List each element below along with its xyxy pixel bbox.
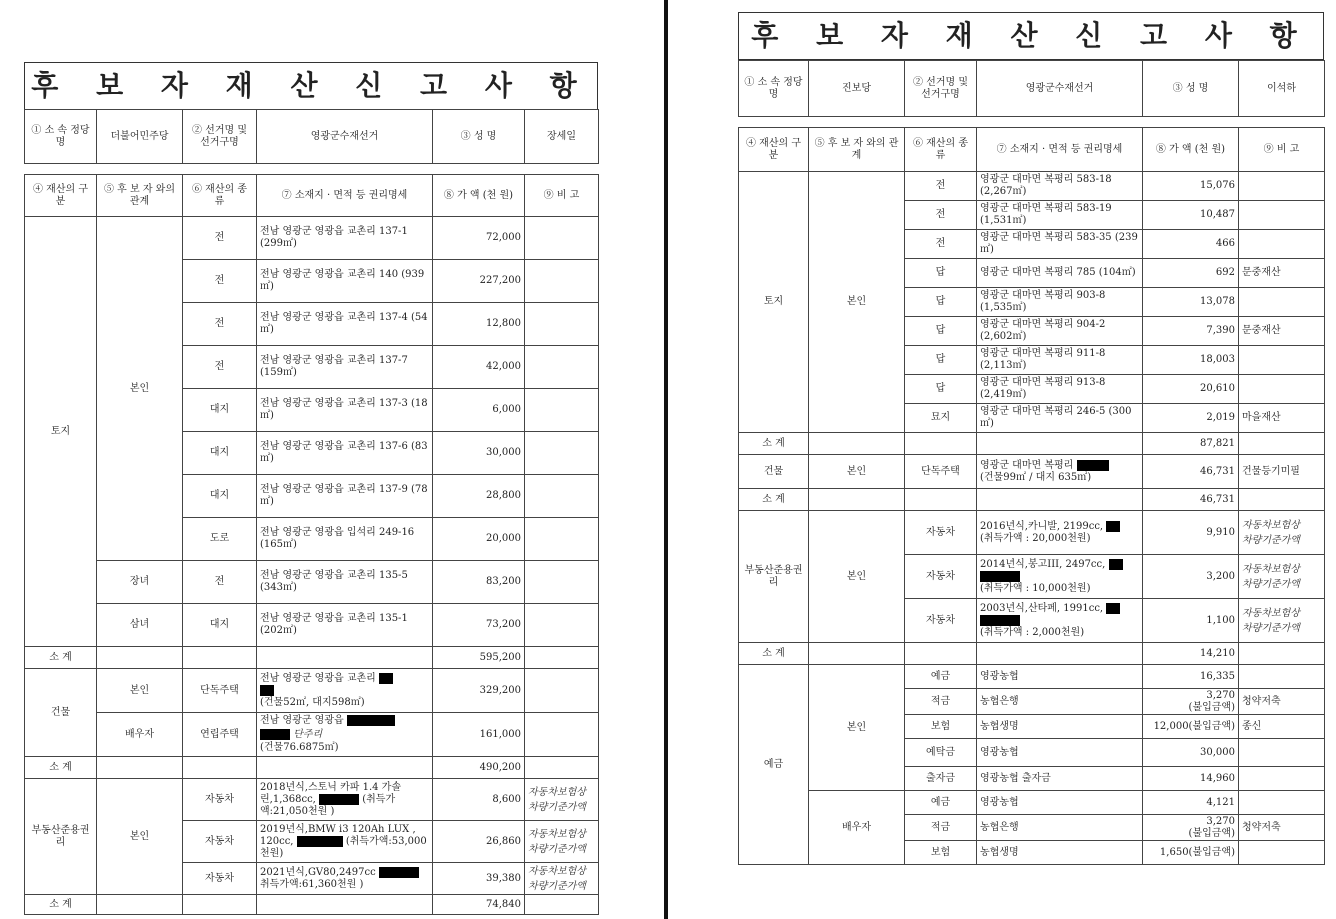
land-subtotal-label: 소 계 — [739, 433, 809, 455]
vehicle-detail — [257, 779, 433, 821]
land-note — [1239, 288, 1325, 317]
land-detail: 영광군 대마면 복평리 583-18 (2,267㎡) — [977, 172, 1143, 201]
land-relation-self: 본인 — [97, 217, 183, 561]
building-kind: 단독주택 — [183, 669, 257, 713]
handwritten-note: 차량기준가액 — [528, 843, 586, 855]
land-kind: 답 — [905, 346, 977, 375]
vehicle-price: (취득가액:21,050천원 ) — [260, 793, 396, 817]
deposit-detail: 농협은행 — [977, 689, 1143, 715]
building-address: 전남 영광군 영광읍 — [260, 715, 344, 726]
land-kind: 전 — [905, 230, 977, 259]
land-value: 692 — [1143, 259, 1239, 288]
vehicle-note — [525, 863, 599, 895]
handwritten-note: 차량기준가액 — [1242, 622, 1300, 634]
party-label: ① 소 속 정당명 — [739, 61, 809, 117]
land-kind: 전 — [905, 172, 977, 201]
land-note: 문중재산 — [1239, 259, 1325, 288]
land-value: 2,019 — [1143, 404, 1239, 433]
land-kind: 전 — [183, 561, 257, 604]
vehicle-detail — [977, 511, 1143, 555]
col-header-value: ⑧ 가 액 (천 원) — [433, 175, 525, 217]
redaction-block — [297, 836, 343, 847]
land-note — [525, 475, 599, 518]
handwritten-note: 차량기준가액 — [528, 880, 586, 892]
deposit-amount: 3,270 — [1206, 689, 1235, 701]
vehicle-kind: 자동차 — [905, 511, 977, 555]
land-note — [525, 389, 599, 432]
land-kind: 답 — [905, 375, 977, 404]
land-subtotal-value: 595,200 — [433, 647, 525, 669]
name-label: ③ 성 명 — [1143, 61, 1239, 117]
vehicle-price: (취득가액:53,000천원) — [260, 835, 427, 859]
land-category: 토지 — [25, 217, 97, 647]
party-label: ① 소 속 정당명 — [25, 110, 97, 164]
building-value: 329,200 — [433, 669, 525, 713]
building-relation: 배우자 — [97, 713, 183, 757]
land-value: 28,800 — [433, 475, 525, 518]
land-kind: 전 — [183, 346, 257, 389]
vehicle-detail — [257, 863, 433, 895]
deposit-detail: 농협생명 — [977, 715, 1143, 739]
deposit-kind: 보험 — [905, 841, 977, 865]
handwritten-note: 단주리 — [293, 729, 323, 740]
land-note — [525, 518, 599, 561]
building-area: (건물99㎡ / 대지 635㎡) — [980, 471, 1092, 483]
redaction-block — [379, 867, 419, 878]
deposit-kind: 적금 — [905, 815, 977, 841]
land-value: 7,390 — [1143, 317, 1239, 346]
building-address: 전남 영광군 영광읍 교촌리 — [260, 672, 376, 684]
redaction-block — [379, 673, 393, 684]
vehicle-value: 9,910 — [1143, 511, 1239, 555]
right-doc-title: 후 보 자 재 산 신 고 사 항 — [738, 12, 1324, 60]
building-kind: 연립주택 — [183, 713, 257, 757]
vehicle-detail — [977, 555, 1143, 599]
building-value: 46,731 — [1143, 455, 1239, 489]
col-header-relation: ⑤ 후 보 자 와의 관계 — [809, 128, 905, 172]
vehicle-price: (취득가액 : 20,000천원) — [980, 532, 1091, 544]
col-header-kind: ⑥ 재산의 종 류 — [905, 128, 977, 172]
election-value: 영광군수재선거 — [977, 61, 1143, 117]
col-header-detail: ⑦ 소재지 · 면적 등 권리명세 — [257, 175, 433, 217]
deposit-detail: 영광농협 — [977, 739, 1143, 767]
vehicle-value: 8,600 — [433, 779, 525, 821]
vehicle-spec: 2019년식,BMW i3 120Ah LUX , 120cc, — [260, 823, 416, 847]
land-note — [1239, 201, 1325, 230]
deposit-detail: 영광농협 출자금 — [977, 767, 1143, 791]
right-asset-table — [738, 127, 1325, 865]
deposit-value: 14,960 — [1143, 767, 1239, 791]
land-kind: 답 — [905, 288, 977, 317]
left-doc-title: 후 보 자 재 산 신 고 사 항 — [24, 62, 598, 110]
deposit-kind: 예탁금 — [905, 739, 977, 767]
vehicle-note — [1239, 599, 1325, 643]
handwritten-note: 차량기준가액 — [528, 801, 586, 813]
vehicle-note — [1239, 511, 1325, 555]
land-note — [525, 432, 599, 475]
right-document-page — [668, 0, 1336, 919]
land-value: 20,000 — [433, 518, 525, 561]
deposit-note — [1239, 841, 1325, 865]
building-area: (건물52㎡, 대지598㎡) — [260, 696, 365, 708]
vehicle-value: 1,100 — [1143, 599, 1239, 643]
land-relation: 본인 — [809, 172, 905, 433]
land-note — [1239, 172, 1325, 201]
vehicle-subtotal-label: 소 계 — [739, 643, 809, 665]
building-subtotal-value: 490,200 — [433, 757, 525, 779]
land-value: 466 — [1143, 230, 1239, 259]
land-value: 10,487 — [1143, 201, 1239, 230]
land-detail: 영광군 대마면 복평리 246-5 (300㎡) — [977, 404, 1143, 433]
land-value: 13,078 — [1143, 288, 1239, 317]
land-detail: 영광군 대마면 복평리 583-19 (1,531㎡) — [977, 201, 1143, 230]
building-value: 161,000 — [433, 713, 525, 757]
deposit-kind: 적금 — [905, 689, 977, 715]
deposit-amount: 3,270 — [1206, 815, 1235, 827]
land-note — [525, 303, 599, 346]
redaction-block — [260, 685, 274, 696]
deposit-detail: 농협생명 — [977, 841, 1143, 865]
col-header-relation: ⑤ 후 보 자 와의 관계 — [97, 175, 183, 217]
election-label: ② 선거명 및 선거구명 — [183, 110, 257, 164]
handwritten-note: 자동차보험상 — [528, 828, 586, 840]
redaction-block — [260, 729, 290, 740]
land-note: 마을재산 — [1239, 404, 1325, 433]
deposit-note — [1239, 665, 1325, 689]
vehicle-subtotal-value: 74,840 — [433, 895, 525, 915]
land-detail: 전남 영광군 영광읍 교촌리 137-4 (54㎡) — [257, 303, 433, 346]
deposit-kind: 예금 — [905, 665, 977, 689]
redaction-block — [980, 571, 1020, 582]
deposit-value: 1,650(불입금액) — [1143, 841, 1239, 865]
party-value: 더불어민주당 — [97, 110, 183, 164]
land-kind: 대지 — [183, 389, 257, 432]
handwritten-note: 자동차보험상 — [528, 865, 586, 877]
land-value: 73,200 — [433, 604, 525, 647]
land-kind: 전 — [183, 260, 257, 303]
land-note — [1239, 230, 1325, 259]
redaction-block — [1077, 460, 1109, 471]
vehicle-value: 3,200 — [1143, 555, 1239, 599]
vehicle-kind: 자동차 — [183, 863, 257, 895]
redaction-block — [1106, 521, 1120, 532]
redaction-block — [347, 715, 395, 726]
land-value: 72,000 — [433, 217, 525, 260]
land-detail: 영광군 대마면 복평리 903-8 (1,535㎡) — [977, 288, 1143, 317]
land-detail: 전남 영광군 영광읍 교촌리 135-1 (202㎡) — [257, 604, 433, 647]
vehicle-kind: 자동차 — [905, 555, 977, 599]
land-value: 227,200 — [433, 260, 525, 303]
land-note — [525, 217, 599, 260]
deposit-note: 종신 — [1239, 715, 1325, 739]
vehicle-spec: 2021년식,GV80,2497cc — [260, 866, 376, 878]
building-relation: 본인 — [809, 455, 905, 489]
building-subtotal-label: 소 계 — [739, 489, 809, 511]
col-header-category: ④ 재산의 구 분 — [25, 175, 97, 217]
deposit-category: 예금 — [739, 665, 809, 865]
deposit-value: 12,000(불입금액) — [1143, 715, 1239, 739]
building-subtotal-value: 46,731 — [1143, 489, 1239, 511]
handwritten-note: 자동차보험상 — [528, 786, 586, 798]
election-value: 영광군수재선거 — [257, 110, 433, 164]
col-header-category: ④ 재산의 구 분 — [739, 128, 809, 172]
handwritten-note: 자동차보험상 — [1242, 519, 1300, 531]
land-kind: 전 — [183, 217, 257, 260]
deposit-value: 30,000 — [1143, 739, 1239, 767]
land-value: 20,610 — [1143, 375, 1239, 404]
handwritten-note: 차량기준가액 — [1242, 578, 1300, 590]
land-value: 30,000 — [433, 432, 525, 475]
land-note — [525, 604, 599, 647]
land-kind: 전 — [183, 303, 257, 346]
vehicle-detail — [257, 821, 433, 863]
vehicle-kind: 자동차 — [183, 821, 257, 863]
land-detail: 영광군 대마면 복평리 911-8 (2,113㎡) — [977, 346, 1143, 375]
right-header-table — [738, 60, 1325, 117]
deposit-detail: 영광농협 — [977, 791, 1143, 815]
building-area: (건물76.6875㎡) — [260, 742, 339, 753]
land-detail: 전남 영광군 영광읍 교촌리 137-7 (159㎡) — [257, 346, 433, 389]
vehicle-relation: 본인 — [97, 779, 183, 895]
vehicle-category: 부동산준용권리 — [739, 511, 809, 643]
land-note: 문중재산 — [1239, 317, 1325, 346]
land-note — [525, 346, 599, 389]
land-note — [1239, 375, 1325, 404]
land-note — [525, 561, 599, 604]
land-value: 6,000 — [433, 389, 525, 432]
land-category: 토지 — [739, 172, 809, 433]
redaction-block — [1106, 603, 1120, 614]
col-header-detail: ⑦ 소재지 · 면적 등 권리명세 — [977, 128, 1143, 172]
building-address: 영광군 대마면 복평리 — [980, 459, 1074, 471]
handwritten-note: 차량기준가액 — [1242, 534, 1300, 546]
vehicle-spec: 2018년식,스토닉 카파 1.4 가솔린,1,368cc, — [260, 781, 402, 805]
name-value: 장세일 — [525, 110, 599, 164]
land-detail: 전남 영광군 영광읍 교촌리 140 (939㎡) — [257, 260, 433, 303]
land-note — [525, 260, 599, 303]
vehicle-relation: 본인 — [809, 511, 905, 643]
vehicle-category: 부동산준용권리 — [25, 779, 97, 895]
building-note: 건물등기미필 — [1239, 455, 1325, 489]
vehicle-kind: 자동차 — [905, 599, 977, 643]
election-label: ② 선거명 및 선거구명 — [905, 61, 977, 117]
deposit-kind: 보험 — [905, 715, 977, 739]
vehicle-note — [525, 821, 599, 863]
land-relation-daughter3: 삼녀 — [97, 604, 183, 647]
land-detail: 전남 영광군 영광읍 입석리 249-16 (165㎡) — [257, 518, 433, 561]
vehicle-value: 39,380 — [433, 863, 525, 895]
deposit-value — [1143, 815, 1239, 841]
land-kind: 대지 — [183, 432, 257, 475]
land-value: 12,800 — [433, 303, 525, 346]
deposit-note — [1239, 767, 1325, 791]
vehicle-price: (취득가액 : 2,000천원) — [980, 626, 1085, 638]
land-value: 83,200 — [433, 561, 525, 604]
col-header-note: ⑨ 비 고 — [1239, 128, 1325, 172]
land-value: 18,003 — [1143, 346, 1239, 375]
land-relation-daughter1: 장녀 — [97, 561, 183, 604]
land-subtotal-value: 87,821 — [1143, 433, 1239, 455]
vehicle-subtotal-label: 소 계 — [25, 895, 97, 915]
name-value: 이석하 — [1239, 61, 1325, 117]
vehicle-price: 취득가액:61,360천원 ) — [260, 878, 364, 890]
col-header-value: ⑧ 가 액 (천 원) — [1143, 128, 1239, 172]
deposit-kind: 예금 — [905, 791, 977, 815]
vehicle-spec: 2014년식,봉고III, 2497cc, — [980, 558, 1106, 570]
land-value: 42,000 — [433, 346, 525, 389]
land-value: 15,076 — [1143, 172, 1239, 201]
land-kind: 대지 — [183, 604, 257, 647]
vehicle-value: 26,860 — [433, 821, 525, 863]
land-kind: 대지 — [183, 475, 257, 518]
land-kind: 묘지 — [905, 404, 977, 433]
redaction-block — [319, 794, 359, 805]
deposit-detail: 농협은행 — [977, 815, 1143, 841]
land-kind: 답 — [905, 317, 977, 346]
deposit-value — [1143, 689, 1239, 715]
vehicle-detail — [977, 599, 1143, 643]
building-subtotal-label: 소 계 — [25, 757, 97, 779]
left-asset-table — [24, 174, 599, 915]
party-value: 진보당 — [809, 61, 905, 117]
deposit-relation-self: 본인 — [809, 665, 905, 791]
left-document-page — [0, 0, 664, 919]
left-header-table — [24, 109, 599, 164]
deposit-note — [1239, 791, 1325, 815]
col-header-note: ⑨ 비 고 — [525, 175, 599, 217]
col-header-kind: ⑥ 재산의 종 류 — [183, 175, 257, 217]
land-detail: 전남 영광군 영광읍 교촌리 137-6 (83㎡) — [257, 432, 433, 475]
vehicle-spec: 2003년식,산타페, 1991cc, — [980, 602, 1104, 614]
building-relation: 본인 — [97, 669, 183, 713]
land-kind: 도로 — [183, 518, 257, 561]
name-label: ③ 성 명 — [433, 110, 525, 164]
deposit-detail: 영광농협 — [977, 665, 1143, 689]
land-detail: 영광군 대마면 복평리 904-2 (2,602㎡) — [977, 317, 1143, 346]
redaction-block — [1109, 559, 1123, 570]
building-category: 건물 — [739, 455, 809, 489]
handwritten-note: 자동차보험상 — [1242, 607, 1300, 619]
deposit-note: 청약저축 — [1239, 815, 1325, 841]
land-detail: 전남 영광군 영광읍 교촌리 137-3 (18㎡) — [257, 389, 433, 432]
land-detail: 영광군 대마면 복평리 913-8 (2,419㎡) — [977, 375, 1143, 404]
land-subtotal-label: 소 계 — [25, 647, 97, 669]
vehicle-price: (취득가액 : 10,000천원) — [980, 582, 1091, 594]
deposit-amount-qualifier: (불입금액) — [1188, 701, 1235, 713]
deposit-note — [1239, 739, 1325, 767]
deposit-note: 청약저축 — [1239, 689, 1325, 715]
land-note — [1239, 346, 1325, 375]
building-detail — [257, 669, 433, 713]
land-detail: 전남 영광군 영광읍 교촌리 137-1 (299㎡) — [257, 217, 433, 260]
deposit-value: 16,335 — [1143, 665, 1239, 689]
building-kind: 단독주택 — [905, 455, 977, 489]
redaction-block — [980, 615, 1020, 626]
building-detail — [257, 713, 433, 757]
deposit-value: 4,121 — [1143, 791, 1239, 815]
vehicle-subtotal-value: 14,210 — [1143, 643, 1239, 665]
building-detail — [977, 455, 1143, 489]
deposit-amount-qualifier: (불입금액) — [1188, 827, 1235, 839]
land-kind: 전 — [905, 201, 977, 230]
vehicle-kind: 자동차 — [183, 779, 257, 821]
vehicle-note — [1239, 555, 1325, 599]
vehicle-note — [525, 779, 599, 821]
land-detail: 전남 영광군 영광읍 교촌리 137-9 (78㎡) — [257, 475, 433, 518]
building-category: 건물 — [25, 669, 97, 757]
deposit-relation-spouse: 배우자 — [809, 791, 905, 865]
land-detail: 영광군 대마면 복평리 583-35 (239㎡) — [977, 230, 1143, 259]
handwritten-note: 자동차보험상 — [1242, 563, 1300, 575]
vehicle-spec: 2016년식,카니발, 2199cc, — [980, 520, 1104, 532]
land-kind: 답 — [905, 259, 977, 288]
land-detail: 전남 영광군 영광읍 교촌리 135-5 (343㎡) — [257, 561, 433, 604]
deposit-kind: 출자금 — [905, 767, 977, 791]
land-detail: 영광군 대마면 복평리 785 (104㎡) — [977, 259, 1143, 288]
